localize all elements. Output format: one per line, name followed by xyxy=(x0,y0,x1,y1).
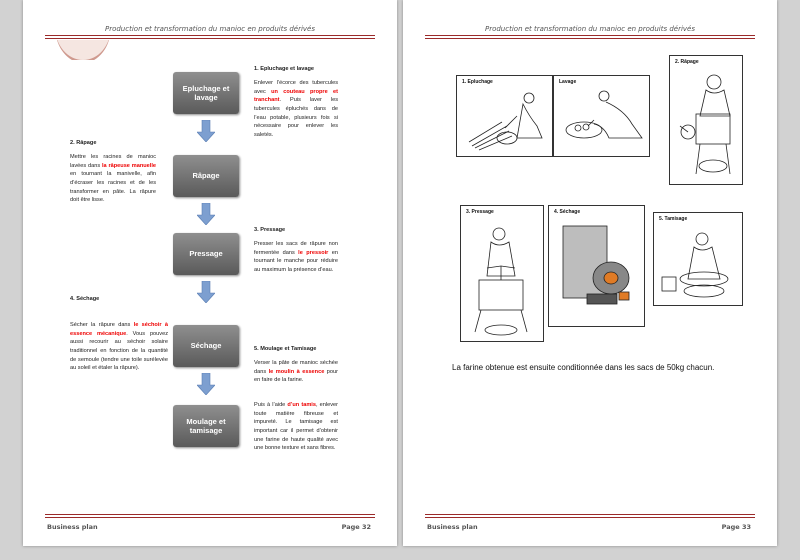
page-number: Page 33 xyxy=(721,523,751,531)
flow-step-rapage: Râpage xyxy=(173,155,239,197)
down-arrow-icon xyxy=(197,203,215,225)
page-33 xyxy=(403,0,777,546)
image-label: 3. Pressage xyxy=(466,209,494,215)
footer-left: Business plan xyxy=(47,523,98,531)
page-number: Page 32 xyxy=(341,523,371,531)
down-arrow-icon xyxy=(197,120,215,142)
footer-rule xyxy=(45,514,375,515)
down-arrow-icon xyxy=(197,373,215,395)
caption-text: La farine obtenue est ensuite conditionnée dans les sacs de 50kg chacun. xyxy=(452,363,715,372)
image-rapage xyxy=(669,55,743,185)
image-tamisage xyxy=(653,212,743,306)
section-text-2: Mettre les racines de manioc lavées dans la râpeuse manuelle en tournant la manivelle, afin d’écraser les racines et de les transformer en pâte. La râpure doit être lisse. xyxy=(70,154,156,204)
flow-step-moulage: Moulage et tamisage xyxy=(173,405,239,447)
footer-rule xyxy=(425,514,755,515)
section-title-4: 4. Séchage xyxy=(70,296,100,302)
header-rule-thin xyxy=(45,38,375,39)
image-label: 1. Epluchage xyxy=(462,79,493,85)
section-text-3: Presser les sacs de râpure non fermentée dans le pressoir en tournant le manche pour réduire au maximum la présence d’eau. xyxy=(254,241,338,273)
down-arrow-icon xyxy=(197,281,215,303)
section-text-1: Enlever l’écorce des tubercules avec un couteau propre et tranchant. Puis laver les tubercules épluchés dans de l’eau potable, plusieurs fois si nécessaire pour enlever les saletés. xyxy=(254,80,338,138)
footer-left: Business plan xyxy=(427,523,478,531)
section-text-5a: Verser la pâte de manioc séchée dans le moulin à essence pour en faire de la farine. xyxy=(254,360,339,384)
image-pressage xyxy=(460,205,544,342)
section-title-3: 3. Pressage xyxy=(254,227,286,233)
section-title-2: 2. Râpage xyxy=(70,140,97,146)
section-title-1: 1. Epluchage et lavage xyxy=(254,66,315,72)
footer-rule-thin xyxy=(45,517,375,518)
page-header: Production et transformation du manioc en produits dérivés xyxy=(104,25,316,33)
header-rule-thin xyxy=(425,38,755,39)
header-rule xyxy=(425,35,755,36)
footer-rule-thin xyxy=(425,517,755,518)
image-epluchage xyxy=(456,75,553,157)
flow-step-sechage: Séchage xyxy=(173,325,239,367)
flow-step-epluchage: Epluchage et lavage xyxy=(173,72,239,114)
section-text-5b: Puis à l’aide d’un tamis, enlever toute matière fibreuse et impureté. Le tamisage est important car il permet d’obtenir une farine de haute qualité avec une bonne texture et sans fibres. xyxy=(254,402,338,452)
page-header: Production et transformation du manioc en produits dérivés xyxy=(484,25,696,33)
image-label: Lavage xyxy=(559,79,577,85)
header-rule xyxy=(45,35,375,36)
section-title-5: 5. Moulage et Tamisage xyxy=(254,346,317,352)
flow-step-pressage: Pressage xyxy=(173,233,239,275)
decorative-arc xyxy=(55,40,111,60)
page-32 xyxy=(23,0,397,546)
image-lavage xyxy=(553,75,650,157)
image-sechage xyxy=(548,205,645,327)
image-label: 5. Tamisage xyxy=(659,216,688,222)
image-label: 4. Séchage xyxy=(554,209,581,215)
image-label: 2. Râpage xyxy=(675,59,699,65)
section-text-4: Sécher la râpure dans le séchoir à essence mécanique. Vous pouvez aussi recourir au séchoir solaire traditionnel en fonction de la quantité de semoule (tendre une toile surélevée au soleil et étaler la râpure). xyxy=(70,322,168,372)
